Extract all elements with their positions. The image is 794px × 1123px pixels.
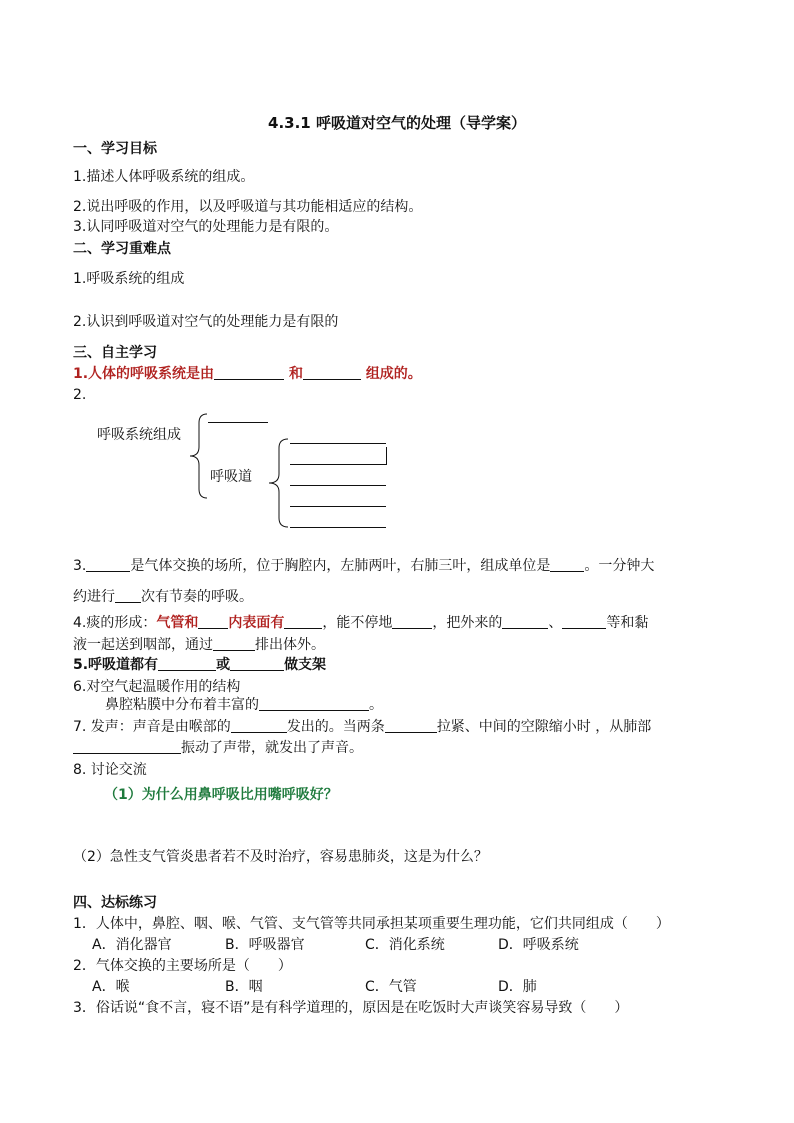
answer-blank[interactable] (303, 365, 361, 380)
diagram-blank-line[interactable] (208, 422, 268, 423)
discussion-question-2: （2）急性支气管炎患者若不及时治疗，容易患肺炎，这是为什么？ (73, 849, 488, 865)
key-point-item: 1.呼吸系统的组成 (73, 271, 185, 287)
answer-blank[interactable] (284, 614, 322, 629)
objective-item: 1.描述人体呼吸系统的组成。 (73, 169, 255, 185)
diagram-blank-line[interactable] (290, 464, 386, 465)
answer-blank[interactable] (230, 656, 284, 671)
page-title: 4.3.1 呼吸道对空气的处理（导学案） (268, 114, 526, 132)
q7-text: 振动了声带，就发出了声音。 (181, 740, 363, 756)
q4-text-emphasis: 气管和 (156, 615, 199, 631)
section-heading-objectives: 一、学习目标 (73, 141, 157, 157)
answer-blank[interactable] (115, 588, 141, 603)
practice-question-3: 3．俗话说“食不言，寝不语”是有科学道理的，原因是在吃饭时大声谈笑容易导致（ ） (73, 1000, 629, 1016)
section-heading-self-study: 三、自主学习 (73, 345, 157, 361)
q3-text: 次有节奏的呼吸。 (141, 589, 253, 605)
diagram-blank-line[interactable] (290, 527, 386, 528)
diagram-blank-line[interactable] (290, 485, 386, 486)
option-c[interactable]: C．气管 (365, 979, 417, 995)
section-heading-practice: 四、达标练习 (73, 895, 157, 911)
objective-item: 3.认同呼吸道对空气的处理能力是有限的。 (73, 219, 339, 235)
q4-text: 液一起送到咽部，通过 (73, 637, 213, 653)
discussion-question-1: （1）为什么用鼻呼吸比用嘴呼吸好？ (104, 787, 338, 803)
question-2-number: 2. (73, 387, 87, 403)
key-point-item: 2.认识到呼吸道对空气的处理能力是有限的 (73, 314, 339, 330)
question-3-line-2 (73, 588, 253, 606)
option-a[interactable]: A．消化器官 (92, 937, 172, 953)
practice-question-2: 2．气体交换的主要场所是（ ） (73, 958, 292, 974)
question-3-line-1 (73, 557, 654, 575)
q4-text: ，能不停地 (322, 615, 393, 631)
question-6-line-2 (105, 696, 383, 714)
section-heading-key-points: 二、学习重难点 (73, 241, 171, 257)
q5-text: 做支架 (284, 657, 327, 673)
q4-text: 、 (548, 615, 563, 631)
answer-blank[interactable] (385, 718, 437, 733)
answer-blank[interactable] (214, 365, 284, 380)
q4-text-emphasis: 内表面有 (228, 615, 285, 631)
q4-text: 排出体外。 (255, 637, 325, 653)
q7-text: 发出的。当两条 (286, 719, 385, 735)
option-b[interactable]: B．咽 (225, 979, 263, 995)
practice-question-2-options (92, 978, 537, 996)
answer-blank[interactable] (213, 636, 255, 651)
q7-text: 7. 发声：声音是由喉部的 (73, 719, 231, 735)
question-6-line-1: 6.对空气起温暖作用的结构 (73, 679, 241, 695)
q6-text: 鼻腔粘膜中分布着丰富的 (105, 697, 259, 713)
q1-text-a: 1.人体的呼吸系统是由 (73, 366, 215, 382)
q7-text: 拉紧、中间的空隙缩小时 ，从肺部 (436, 719, 652, 735)
question-4-line-1 (73, 614, 648, 632)
practice-question-1-options (92, 936, 579, 954)
q4-text: 等和黏 (606, 615, 649, 631)
diagram-brace-main (187, 413, 209, 499)
question-1 (73, 365, 422, 383)
q1-text-b: 和 (288, 366, 303, 382)
answer-blank[interactable] (198, 614, 228, 629)
answer-blank[interactable] (392, 614, 432, 629)
diagram-root-label: 呼吸系统组成 (97, 427, 181, 443)
objective-item: 2.说出呼吸的作用，以及呼吸道与其功能相适应的结构。 (73, 199, 423, 215)
q3-text: 。一分钟大 (584, 558, 655, 574)
option-b[interactable]: B．呼吸器官 (225, 937, 305, 953)
answer-blank[interactable] (86, 557, 130, 572)
diagram-blank-line[interactable] (290, 443, 386, 444)
answer-blank[interactable] (73, 739, 181, 754)
q3-text: 3. (73, 558, 87, 574)
answer-blank[interactable] (550, 557, 584, 572)
answer-blank[interactable] (231, 718, 287, 733)
q1-text-c: 组成的。 (365, 366, 422, 382)
q3-text: 约进行 (73, 589, 115, 605)
option-c[interactable]: C．消化系统 (365, 937, 445, 953)
option-a[interactable]: A．喉 (92, 979, 130, 995)
q6-text: 。 (369, 697, 383, 713)
diagram-blank-line[interactable] (290, 506, 386, 507)
diagram-brace-sub (266, 438, 290, 528)
answer-blank[interactable] (259, 696, 369, 711)
question-7-line-2 (73, 739, 363, 757)
q3-text: 是气体交换的场所，位于胸腔内，左肺两叶，右肺三叶，组成单位是 (130, 558, 551, 574)
q5-text: 或 (216, 657, 231, 673)
question-4-line-2 (73, 636, 325, 654)
answer-blank[interactable] (158, 656, 216, 671)
q5-text: 5.呼吸道都有 (73, 657, 159, 673)
practice-question-1: 1．人体中，鼻腔、咽、喉、气管、支气管等共同承担某项重要生理功能，它们共同组成（ ） (73, 916, 670, 932)
diagram-branch-label: 呼吸道 (210, 469, 252, 485)
question-7-line-1 (73, 718, 651, 736)
answer-blank[interactable] (562, 614, 606, 629)
q4-text: 4.痰的形成： (73, 615, 157, 631)
q4-text: ，把外来的 (432, 615, 503, 631)
option-d[interactable]: D．肺 (498, 979, 537, 995)
diagram-cursor-mark (386, 447, 387, 465)
question-5 (73, 656, 326, 674)
question-8-heading: 8. 讨论交流 (73, 762, 147, 778)
answer-blank[interactable] (502, 614, 548, 629)
option-d[interactable]: D．呼吸系统 (498, 937, 579, 953)
